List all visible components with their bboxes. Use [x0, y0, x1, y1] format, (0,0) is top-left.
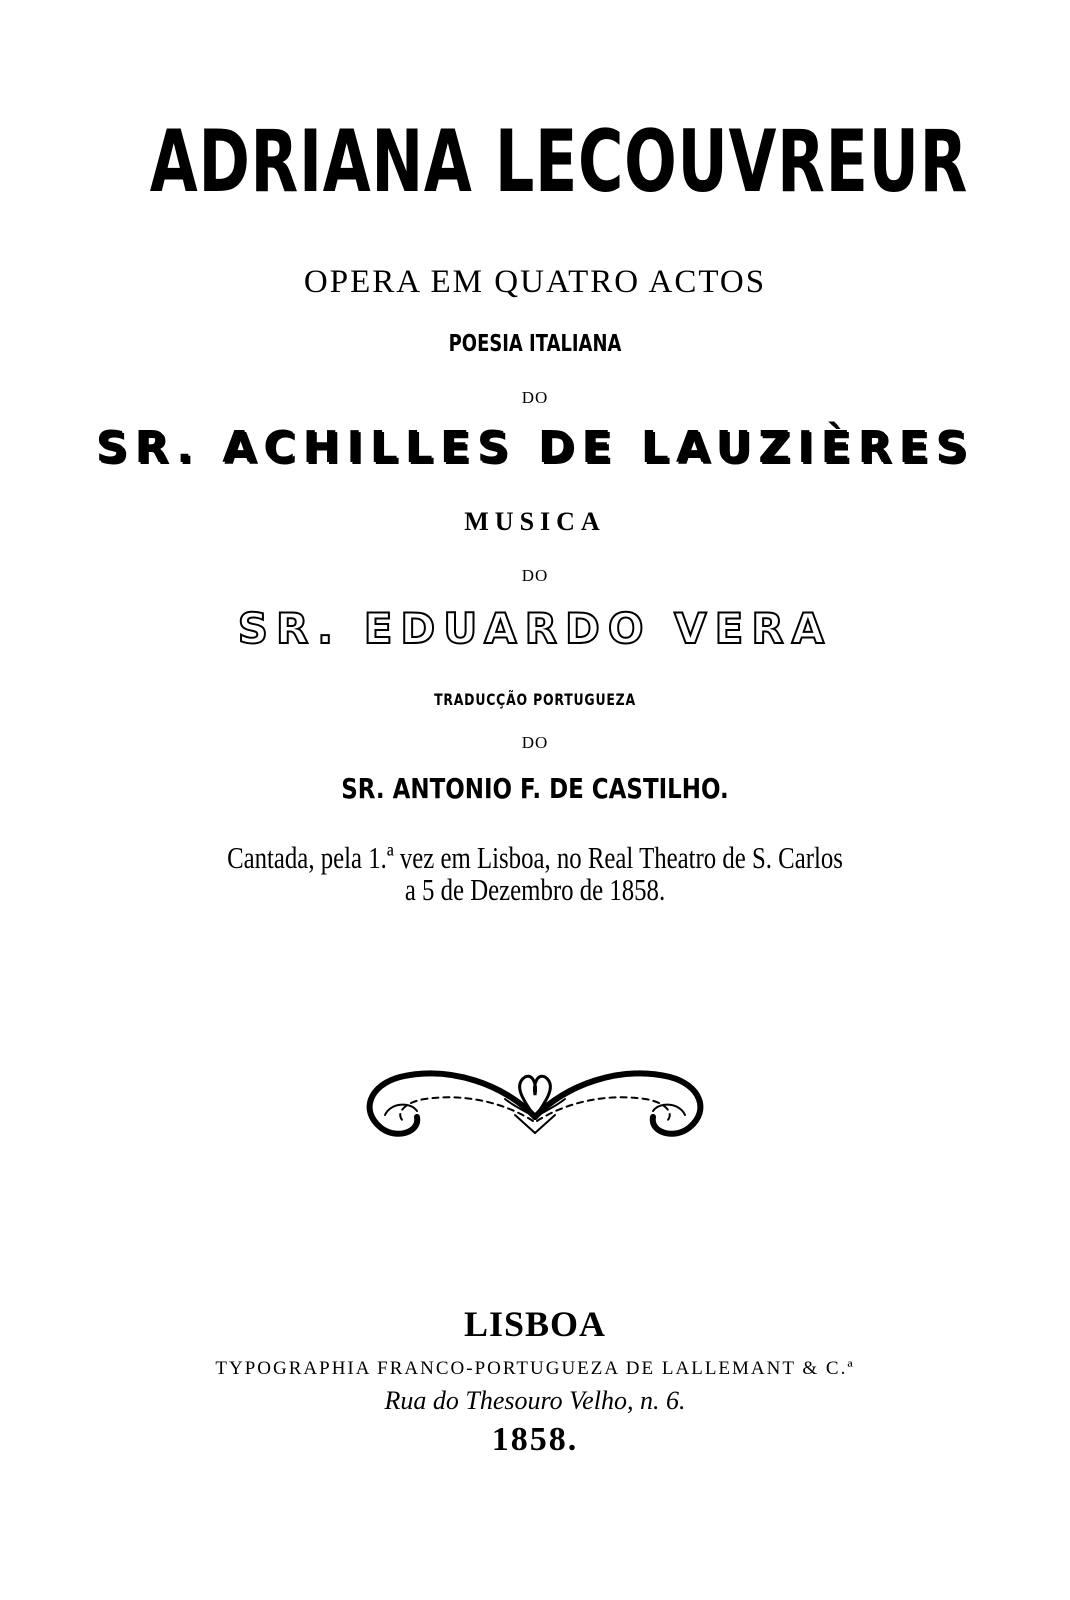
composer-name: SR. EDUARDO VERA	[237, 604, 833, 653]
translator-name: SR. ANTONIO F. DE CASTILHO.	[341, 772, 729, 805]
preposition-do: DO	[521, 566, 549, 585]
imprint-printer: TYPOGRAPHIA FRANCO-PORTUGUEZA DE LALLEMANT & C.ª	[215, 1358, 855, 1379]
imprint-city: LISBOA	[463, 1304, 607, 1344]
opera-subtitle: OPERA EM QUATRO ACTOS	[303, 264, 767, 300]
librettist-name: SR. ACHILLES DE LAUZIÈRES	[95, 422, 975, 473]
music-label: MUSICA	[464, 507, 606, 536]
preposition-do: DO	[521, 388, 549, 407]
performance-note-line-2: a 5 de Dezembro de 1858.	[404, 872, 666, 907]
poetry-label: POESIA ITALIANA	[448, 331, 622, 357]
performance-note-line-1: Cantada, pela 1.ª vez em Lisboa, no Real Theatro de S. Carlos	[227, 840, 843, 875]
imprint-year: 1858.	[491, 1421, 579, 1458]
translation-label: TRADUCÇÃO PORTUGUEZA	[434, 690, 636, 709]
preposition-do: DO	[521, 733, 549, 752]
scroll-flourish-ornament-icon	[355, 1055, 715, 1155]
opera-title: ADRIANA LECOUVREUR	[149, 112, 969, 212]
imprint-address: Rua do Thesouro Velho, n. 6.	[384, 1386, 686, 1415]
